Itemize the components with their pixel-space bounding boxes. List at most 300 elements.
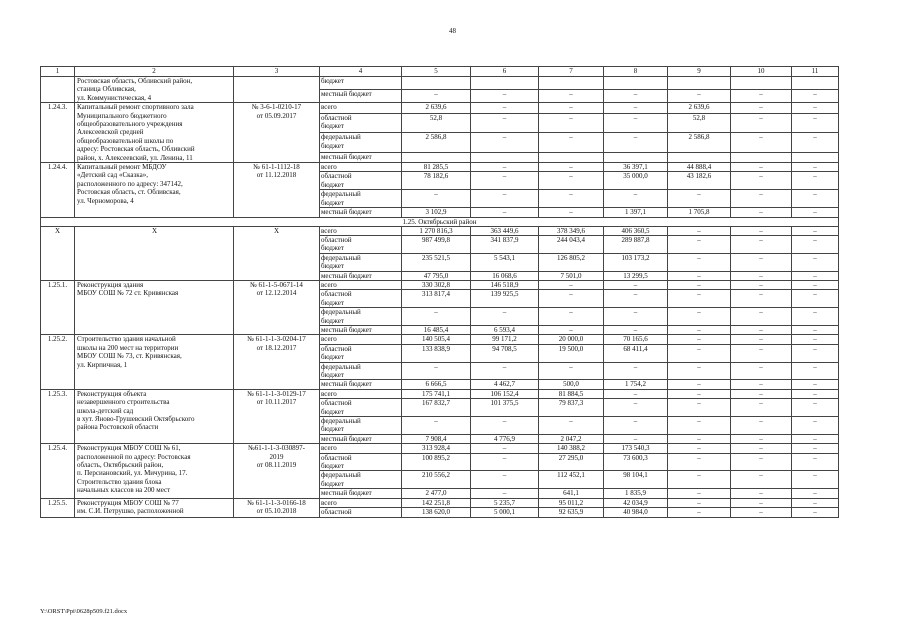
amount-cell: –: [731, 380, 792, 389]
amount-cell: 52,8: [402, 113, 471, 133]
amount-cell: 7 501,0: [539, 271, 604, 280]
amount-cell: –: [731, 133, 792, 153]
amount-cell: 173 540,3: [604, 444, 668, 453]
amount-cell: 16 068,6: [471, 271, 539, 280]
funding-source: всего: [320, 335, 402, 344]
amount-cell: –: [668, 308, 731, 326]
object-name: Реконструкция объекта незавершенного строительства школа-детский сад в хут. Яново-Грушевский Октябрьского района Ростовской области: [75, 389, 234, 443]
amount-cell: –: [792, 399, 839, 417]
amount-cell: 210 556,2: [402, 471, 471, 489]
amount-cell: –: [604, 190, 668, 208]
object-name: Реконструкция здания МБОУ СОШ № 72 ст. Кривянская: [75, 280, 234, 334]
amount-cell: –: [539, 362, 604, 380]
amount-cell: 7 908,4: [402, 434, 471, 443]
amount-cell: 40 984,0: [604, 508, 668, 517]
amount-cell: –: [668, 453, 731, 471]
item-number: 1.24.3.: [41, 103, 75, 163]
amount-cell: 27 295,0: [539, 453, 604, 471]
table-row: [41, 280, 839, 289]
funding-source: областной бюджет: [320, 235, 402, 253]
funding-source: местный бюджет: [320, 325, 402, 334]
amount-cell: –: [792, 113, 839, 133]
amount-cell: –: [471, 113, 539, 133]
amount-cell: 140 388,2: [539, 444, 604, 453]
object-name: Ростовская область, Обливский район, станица Обливская, ул. Коммунистическая, 4: [75, 77, 234, 103]
amount-cell: –: [731, 172, 792, 190]
amount-cell: –: [792, 335, 839, 344]
amount-cell: –: [539, 103, 604, 113]
amount-cell: –: [668, 190, 731, 208]
funding-source: местный бюджет: [320, 271, 402, 280]
funding-source: всего: [320, 163, 402, 172]
funding-source: всего: [320, 389, 402, 398]
document-number: № 61-1-1112-18 от 11.12.2018: [234, 163, 320, 217]
amount-cell: 6 593,4: [471, 325, 539, 334]
amount-cell: [668, 77, 731, 90]
amount-cell: 987 499,8: [402, 235, 471, 253]
amount-cell: 43 182,6: [668, 172, 731, 190]
amount-cell: –: [604, 389, 668, 398]
amount-cell: –: [604, 280, 668, 289]
item-number: 1.25.2.: [41, 335, 75, 389]
amount-cell: –: [604, 399, 668, 417]
amount-cell: 5 235,7: [471, 498, 539, 507]
column-number-10: 10: [731, 67, 792, 77]
funding-source: федеральный бюджет: [320, 471, 402, 489]
amount-cell: –: [792, 190, 839, 208]
amount-cell: 16 485,4: [402, 325, 471, 334]
amount-cell: –: [731, 308, 792, 326]
amount-cell: –: [471, 90, 539, 103]
amount-cell: –: [731, 489, 792, 498]
funding-source: всего: [320, 498, 402, 507]
amount-cell: –: [604, 362, 668, 380]
funding-source: местный бюджет: [320, 152, 402, 162]
item-number: 1.25.1.: [41, 280, 75, 334]
amount-cell: –: [471, 489, 539, 498]
amount-cell: –: [731, 90, 792, 103]
table-row: [41, 226, 839, 235]
amount-cell: 42 034,9: [604, 498, 668, 507]
object-name: Реконструкция МБОУ СОШ № 61, расположенной по адресу: Ростовская область, Октябрьский район, п. Персиановский, ул. Мичурина, 17. Строительство здания блока начальных классов на 200 мест: [75, 444, 234, 498]
amount-cell: –: [792, 389, 839, 398]
amount-cell: –: [668, 498, 731, 507]
column-number-7: 7: [539, 67, 604, 77]
amount-cell: –: [604, 133, 668, 153]
amount-cell: 103 173,2: [604, 253, 668, 271]
amount-cell: –: [792, 508, 839, 517]
amount-cell: 112 452,1: [539, 471, 604, 489]
amount-cell: –: [539, 113, 604, 133]
amount-cell: 289 887,8: [604, 235, 668, 253]
file-path-footer: Y:\ORST\Ppi\0628p509.f21.docx: [40, 608, 128, 615]
amount-cell: –: [402, 362, 471, 380]
column-number-9: 9: [668, 67, 731, 77]
amount-cell: [471, 152, 539, 162]
amount-cell: 98 104,1: [604, 471, 668, 489]
amount-cell: –: [471, 133, 539, 153]
amount-cell: –: [604, 325, 668, 334]
amount-cell: –: [731, 290, 792, 308]
amount-cell: –: [792, 489, 839, 498]
budget-table: [40, 66, 839, 518]
amount-cell: 2 586,8: [668, 133, 731, 153]
amount-cell: –: [792, 226, 839, 235]
funding-source: областной бюджет: [320, 399, 402, 417]
amount-cell: –: [792, 453, 839, 471]
amount-cell: –: [402, 90, 471, 103]
amount-cell: 81 285,5: [402, 163, 471, 172]
amount-cell: –: [792, 380, 839, 389]
column-number-11: 11: [792, 67, 839, 77]
amount-cell: –: [731, 471, 792, 489]
amount-cell: –: [471, 103, 539, 113]
amount-cell: 81 884,5: [539, 389, 604, 398]
amount-cell: –: [539, 133, 604, 153]
amount-cell: –: [792, 235, 839, 253]
amount-cell: 167 832,7: [402, 399, 471, 417]
amount-cell: 99 171,2: [471, 335, 539, 344]
amount-cell: –: [731, 253, 792, 271]
funding-source: федеральный бюджет: [320, 253, 402, 271]
amount-cell: 406 360,5: [604, 226, 668, 235]
document-number: № 61-1-1-3-0204-17 от 18.12.2017: [234, 335, 320, 389]
column-number-8: 8: [604, 67, 668, 77]
item-number: 1.25.3.: [41, 389, 75, 443]
amount-cell: 341 837,9: [471, 235, 539, 253]
funding-source: областной бюджет: [320, 172, 402, 190]
amount-cell: –: [471, 190, 539, 208]
amount-cell: –: [731, 417, 792, 435]
amount-cell: –: [668, 290, 731, 308]
amount-cell: –: [731, 335, 792, 344]
item-number: Х: [41, 226, 75, 280]
amount-cell: –: [731, 444, 792, 453]
header-row: [41, 67, 839, 77]
document-number: № 61-1-1-3-0129-17 от 10.11.2017: [234, 389, 320, 443]
funding-source: федеральный бюджет: [320, 190, 402, 208]
item-number: 1.25.5.: [41, 498, 75, 517]
amount-cell: –: [471, 453, 539, 471]
amount-cell: –: [668, 325, 731, 334]
amount-cell: –: [604, 290, 668, 308]
amount-cell: –: [731, 103, 792, 113]
amount-cell: 47 795,0: [402, 271, 471, 280]
funding-source: всего: [320, 103, 402, 113]
amount-cell: –: [731, 208, 792, 217]
amount-cell: –: [792, 290, 839, 308]
amount-cell: –: [471, 208, 539, 217]
amount-cell: –: [471, 163, 539, 172]
amount-cell: 142 251,8: [402, 498, 471, 507]
amount-cell: 1 754,2: [604, 380, 668, 389]
amount-cell: –: [792, 362, 839, 380]
amount-cell: 2 477,0: [402, 489, 471, 498]
amount-cell: –: [792, 103, 839, 113]
document-number: [234, 77, 320, 103]
amount-cell: [668, 152, 731, 162]
funding-source: областной бюджет: [320, 453, 402, 471]
object-name: Реконструкция МБОУ СОШ № 77 им. С.И. Петрушко, расположенной: [75, 498, 234, 517]
amount-cell: [402, 152, 471, 162]
amount-cell: –: [792, 308, 839, 326]
amount-cell: –: [668, 508, 731, 517]
amount-cell: –: [668, 253, 731, 271]
table-row: [41, 498, 839, 507]
amount-cell: –: [539, 190, 604, 208]
amount-cell: –: [668, 417, 731, 435]
document-number: № 61-1-5-0671-14 от 12.12.2014: [234, 280, 320, 334]
amount-cell: 70 165,6: [604, 335, 668, 344]
funding-source: областной: [320, 508, 402, 517]
amount-cell: –: [668, 399, 731, 417]
amount-cell: 94 708,5: [471, 344, 539, 362]
table-row: [41, 77, 839, 90]
amount-cell: 1 705,8: [668, 208, 731, 217]
amount-cell: [539, 77, 604, 90]
amount-cell: –: [668, 235, 731, 253]
funding-source: бюджет: [320, 77, 402, 90]
amount-cell: –: [668, 226, 731, 235]
funding-source: местный бюджет: [320, 208, 402, 217]
table-row: [41, 335, 839, 344]
amount-cell: –: [731, 280, 792, 289]
amount-cell: 2 047,2: [539, 434, 604, 443]
amount-cell: –: [539, 325, 604, 334]
amount-cell: –: [668, 362, 731, 380]
table-row: [41, 444, 839, 453]
item-number: 1.24.4.: [41, 163, 75, 217]
funding-source: областной бюджет: [320, 113, 402, 133]
amount-cell: –: [731, 389, 792, 398]
amount-cell: 1 270 816,3: [402, 226, 471, 235]
amount-cell: –: [471, 362, 539, 380]
amount-cell: 6 666,5: [402, 380, 471, 389]
amount-cell: –: [539, 163, 604, 172]
column-number-2: 2: [75, 67, 234, 77]
amount-cell: –: [668, 434, 731, 443]
amount-cell: 126 805,2: [539, 253, 604, 271]
amount-cell: 5 000,1: [471, 508, 539, 517]
amount-cell: 44 888,4: [668, 163, 731, 172]
amount-cell: –: [604, 308, 668, 326]
amount-cell: –: [792, 434, 839, 443]
amount-cell: –: [668, 489, 731, 498]
amount-cell: 78 182,6: [402, 172, 471, 190]
funding-source: областной бюджет: [320, 344, 402, 362]
page-number: 48: [449, 27, 456, 35]
amount-cell: –: [731, 434, 792, 443]
amount-cell: –: [604, 103, 668, 113]
amount-cell: –: [539, 308, 604, 326]
object-name: Капитальный ремонт МБДОУ «Детский сад «Сказка», расположенного по адресу: 347142, Ростовская область, ст. Обливская, ул. Черноморова, 4: [75, 163, 234, 217]
amount-cell: –: [539, 280, 604, 289]
document-number: Х: [234, 226, 320, 280]
amount-cell: –: [731, 498, 792, 507]
funding-source: федеральный бюджет: [320, 133, 402, 153]
amount-cell: –: [731, 399, 792, 417]
amount-cell: –: [604, 113, 668, 133]
amount-cell: –: [402, 417, 471, 435]
amount-cell: –: [402, 308, 471, 326]
funding-source: федеральный бюджет: [320, 308, 402, 326]
funding-source: федеральный бюджет: [320, 417, 402, 435]
amount-cell: 68 411,4: [604, 344, 668, 362]
object-name: Строительство здания начальной школы на 200 мест на территории МБОУ СОШ № 73, ст. Кривянская, ул. Кирпичная, 1: [75, 335, 234, 389]
amount-cell: –: [731, 271, 792, 280]
amount-cell: –: [471, 444, 539, 453]
amount-cell: –: [471, 417, 539, 435]
amount-cell: –: [539, 90, 604, 103]
amount-cell: –: [539, 417, 604, 435]
amount-cell: –: [668, 389, 731, 398]
amount-cell: –: [792, 208, 839, 217]
amount-cell: –: [604, 417, 668, 435]
amount-cell: –: [539, 208, 604, 217]
amount-cell: 363 449,6: [471, 226, 539, 235]
table-row: [41, 163, 839, 172]
column-number-3: 3: [234, 67, 320, 77]
section-title: 1.25. Октябрьский район: [41, 217, 839, 226]
funding-source: областной бюджет: [320, 290, 402, 308]
column-number-6: 6: [471, 67, 539, 77]
amount-cell: 2 639,6: [402, 103, 471, 113]
amount-cell: [402, 77, 471, 90]
amount-cell: –: [471, 172, 539, 190]
amount-cell: 139 925,5: [471, 290, 539, 308]
amount-cell: [792, 152, 839, 162]
amount-cell: –: [731, 362, 792, 380]
amount-cell: 330 302,8: [402, 280, 471, 289]
amount-cell: 378 349,6: [539, 226, 604, 235]
item-number: 1.25.4.: [41, 444, 75, 498]
amount-cell: –: [668, 280, 731, 289]
amount-cell: 79 837,3: [539, 399, 604, 417]
amount-cell: –: [792, 253, 839, 271]
amount-cell: –: [792, 90, 839, 103]
amount-cell: –: [792, 271, 839, 280]
amount-cell: –: [731, 226, 792, 235]
amount-cell: 641,1: [539, 489, 604, 498]
amount-cell: –: [731, 325, 792, 334]
amount-cell: 4 776,9: [471, 434, 539, 443]
funding-source: всего: [320, 226, 402, 235]
funding-source: местный бюджет: [320, 380, 402, 389]
amount-cell: –: [539, 290, 604, 308]
amount-cell: –: [471, 308, 539, 326]
amount-cell: –: [668, 444, 731, 453]
amount-cell: –: [792, 163, 839, 172]
amount-cell: –: [792, 444, 839, 453]
amount-cell: 3 102,9: [402, 208, 471, 217]
amount-cell: 20 000,0: [539, 335, 604, 344]
amount-cell: 2 586,8: [402, 133, 471, 153]
column-number-1: 1: [41, 67, 75, 77]
amount-cell: –: [731, 508, 792, 517]
amount-cell: 1 835,9: [604, 489, 668, 498]
amount-cell: –: [731, 163, 792, 172]
amount-cell: –: [402, 190, 471, 208]
amount-cell: –: [731, 190, 792, 208]
amount-cell: 100 895,2: [402, 453, 471, 471]
amount-cell: [471, 77, 539, 90]
amount-cell: 5 543,1: [471, 253, 539, 271]
amount-cell: 138 620,0: [402, 508, 471, 517]
amount-cell: [731, 152, 792, 162]
amount-cell: –: [792, 417, 839, 435]
amount-cell: 2 639,6: [668, 103, 731, 113]
document-number: № 3-6-1-0210-17 от 05.09.2017: [234, 103, 320, 163]
table-row: [41, 389, 839, 398]
amount-cell: –: [792, 133, 839, 153]
amount-cell: –: [668, 90, 731, 103]
amount-cell: –: [792, 325, 839, 334]
amount-cell: –: [668, 344, 731, 362]
amount-cell: –: [731, 113, 792, 133]
amount-cell: [604, 77, 668, 90]
amount-cell: –: [731, 235, 792, 253]
amount-cell: –: [668, 380, 731, 389]
amount-cell: 140 505,4: [402, 335, 471, 344]
document-number: № 61-1-1-3-0166-18 от 05.10.2018: [234, 498, 320, 517]
amount-cell: 175 741,1: [402, 389, 471, 398]
amount-cell: 19 500,0: [539, 344, 604, 362]
amount-cell: 235 521,5: [402, 253, 471, 271]
funding-source: местный бюджет: [320, 434, 402, 443]
amount-cell: 92 635,9: [539, 508, 604, 517]
amount-cell: –: [668, 471, 731, 489]
amount-cell: [792, 77, 839, 90]
amount-cell: [731, 77, 792, 90]
table-row: [41, 103, 839, 113]
amount-cell: 244 043,4: [539, 235, 604, 253]
amount-cell: 36 397,1: [604, 163, 668, 172]
amount-cell: –: [539, 172, 604, 190]
amount-cell: –: [668, 271, 731, 280]
funding-source: всего: [320, 444, 402, 453]
column-number-5: 5: [402, 67, 471, 77]
amount-cell: –: [792, 498, 839, 507]
amount-cell: –: [792, 172, 839, 190]
amount-cell: 35 000,0: [604, 172, 668, 190]
amount-cell: –: [604, 434, 668, 443]
amount-cell: –: [792, 280, 839, 289]
funding-source: местный бюджет: [320, 489, 402, 498]
section-row: [41, 217, 839, 226]
object-name: Капитальный ремонт спортивного зала Муниципального бюджетного общеобразовательного учреждения Алексеевской средней общеобразовательной школы по адресу: Ростовская область, Обливский район, х. Алексеевский, ул. Ленина, 11: [75, 103, 234, 163]
funding-source: местный бюджет: [320, 90, 402, 103]
amount-cell: 13 299,5: [604, 271, 668, 280]
amount-cell: 52,8: [668, 113, 731, 133]
amount-cell: –: [792, 471, 839, 489]
funding-source: всего: [320, 280, 402, 289]
amount-cell: 101 375,5: [471, 399, 539, 417]
amount-cell: 500,0: [539, 380, 604, 389]
object-name: Х: [75, 226, 234, 280]
amount-cell: 313 817,4: [402, 290, 471, 308]
amount-cell: 73 600,3: [604, 453, 668, 471]
item-number: [41, 77, 75, 103]
amount-cell: 106 152,4: [471, 389, 539, 398]
amount-cell: –: [471, 471, 539, 489]
amount-cell: –: [668, 335, 731, 344]
amount-cell: [604, 152, 668, 162]
amount-cell: 1 397,1: [604, 208, 668, 217]
funding-source: федеральный бюджет: [320, 362, 402, 380]
amount-cell: –: [731, 344, 792, 362]
amount-cell: –: [792, 344, 839, 362]
amount-cell: [539, 152, 604, 162]
